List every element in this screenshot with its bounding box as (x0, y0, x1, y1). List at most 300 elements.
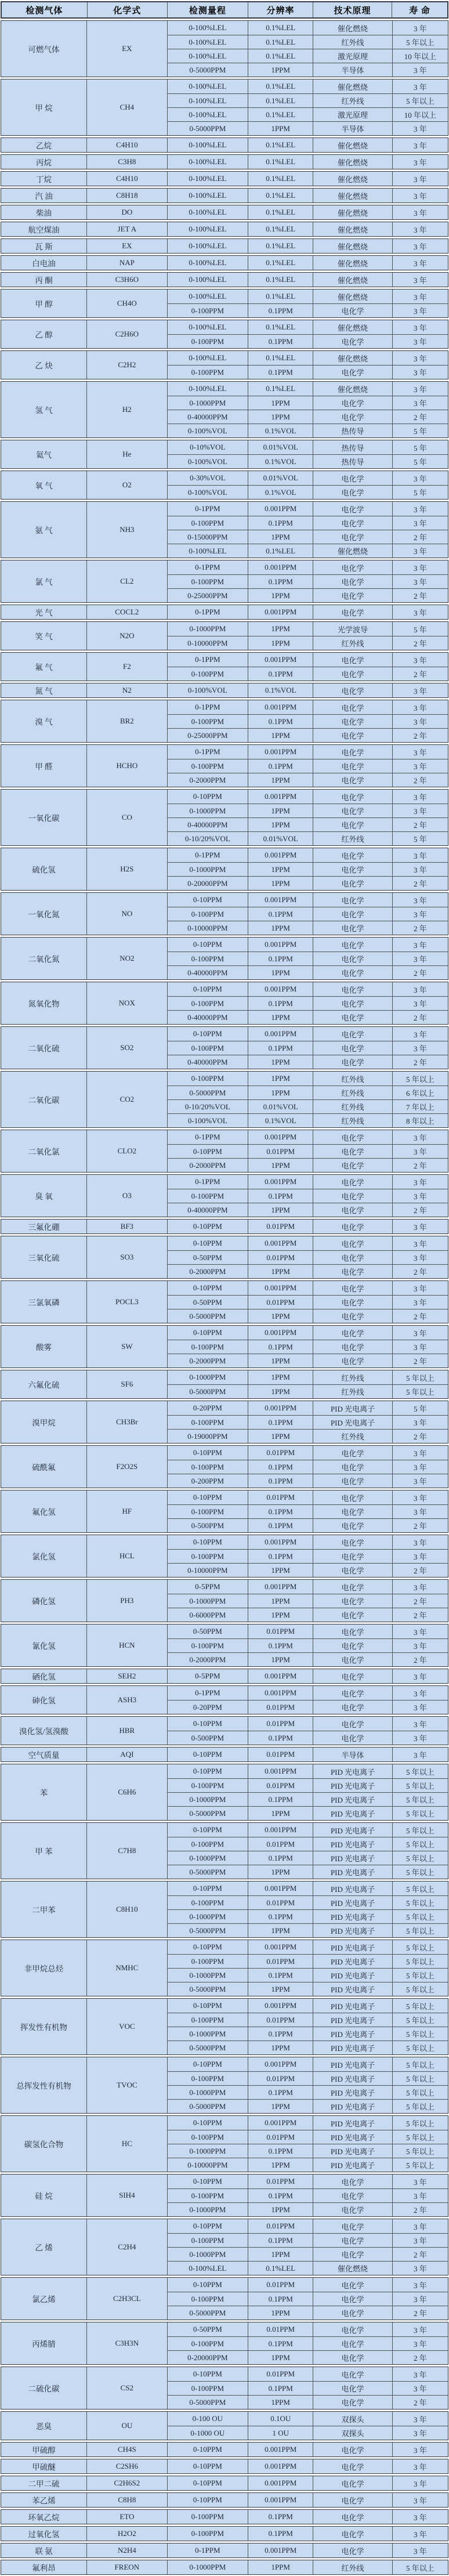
range-cell: 0-10PPM (167, 2443, 248, 2456)
resolution-cell: 0.001PPM (248, 2443, 313, 2456)
formula-cell: C3H3N (86, 2322, 167, 2364)
range-cell: 0-10PPM (167, 1764, 248, 1778)
lifespan-cell: 5 年以上 (392, 1865, 448, 1879)
principle-cell: PID 光电离子 (313, 1909, 392, 1923)
gas-name-cell: 硒化氢 (32, 1673, 56, 1681)
range-cell: 0-100%LEL (167, 544, 248, 558)
range-cell: 0-40000PPM (167, 965, 248, 979)
resolution-cell: 0.001PPM (248, 1764, 313, 1778)
principle-cell: 催化燃烧 (313, 351, 392, 365)
formula-cell: C8H10 (86, 1882, 167, 1937)
resolution-cell: 0.1%LEL (248, 79, 313, 93)
lifespan-cell: 5 年以上 (392, 2085, 448, 2099)
formula-cell: C2H6O (86, 320, 167, 348)
principle-cell: 电化学 (313, 1144, 392, 1158)
gas-group (1, 1747, 448, 1762)
lifespan-cell: 3 年 (392, 2233, 448, 2247)
resolution-cell: 0.001PPM (248, 1401, 313, 1415)
resolution-cell: 1PPM (248, 804, 313, 817)
principle-cell: 电化学 (313, 2292, 392, 2306)
resolution-cell: 1PPM (248, 622, 313, 636)
range-cell: 0-10PPM (167, 1144, 248, 1158)
lifespan-cell: 3 年 (392, 1549, 448, 1563)
resolution-cell: 0.1PPM (248, 2510, 313, 2524)
lifespan-cell: 3 年 (392, 1460, 448, 1474)
formula-cell: F2O2S (86, 1446, 167, 1488)
formula-cell: HCHO (86, 745, 167, 787)
range-cell: 0-10PPM (167, 1748, 248, 1761)
range-cell: 0-10000PPM (167, 1563, 248, 1577)
formula-cell: C4H10 (86, 138, 167, 152)
range-cell: 0-100PPM (167, 2013, 248, 2027)
formula-cell: COCL2 (86, 605, 167, 619)
range-cell: 0-5PPM (167, 1580, 248, 1594)
principle-cell: 电化学 (313, 1295, 392, 1309)
resolution-cell: 0.1PPM (248, 1189, 313, 1203)
lifespan-cell: 2 年 (392, 1010, 448, 1024)
column-header-range: 检测量程 (167, 2, 248, 17)
formula-cell: CLO2 (86, 1130, 167, 1172)
range-cell: 0-500PPM (167, 1518, 248, 1532)
range-cell: 0-100PPM (167, 714, 248, 728)
lifespan-cell: 5 年 (392, 1401, 448, 1415)
resolution-cell: 1PPM (248, 2040, 313, 2054)
gas-group (1, 848, 448, 891)
gas-group (1, 1716, 448, 1745)
range-cell: 0-10PPM (167, 790, 248, 804)
principle-cell: 电化学 (313, 1130, 392, 1144)
resolution-cell: 0.1PPM (248, 2233, 313, 2247)
lifespan-cell: 5 年 (392, 424, 448, 437)
principle-cell: PID 光电离子 (313, 1882, 392, 1895)
range-cell: 0-20000PPM (167, 2350, 248, 2364)
formula-cell: CH3Br (86, 1401, 167, 1443)
gas-group (1, 652, 448, 681)
principle-cell: 电化学 (313, 1220, 392, 1233)
resolution-cell: 0.001PPM (248, 1535, 313, 1549)
principle-cell: 电化学 (313, 817, 392, 831)
principle-cell: 电化学 (313, 334, 392, 348)
lifespan-cell: 5 年以上 (392, 2116, 448, 2130)
resolution-cell: 1PPM (248, 2247, 313, 2261)
principle-cell: 催化燃烧 (313, 320, 392, 334)
resolution-cell: 0.1%LEL (248, 382, 313, 396)
principle-cell: 电化学 (313, 700, 392, 714)
resolution-cell: 0.01%VOL (248, 831, 313, 845)
column-header-resolution: 分辨率 (248, 2, 313, 17)
lifespan-cell: 2 年 (392, 1608, 448, 1622)
lifespan-cell: 2 年 (392, 1264, 448, 1278)
lifespan-cell: 3 年 (392, 2493, 448, 2507)
lifespan-cell: 3 年 (392, 256, 448, 270)
lifespan-cell: 3 年 (392, 2322, 448, 2336)
gas-name-cell: 氰化氢 (32, 1642, 56, 1651)
table-header-row (1, 1, 448, 19)
range-cell: 0-100PPM (167, 2292, 248, 2306)
resolution-cell: 0.01PPM (248, 1895, 313, 1909)
resolution-cell: 1PPM (248, 1086, 313, 1099)
gas-name-cell: 碳氢化合物 (24, 2140, 64, 2149)
resolution-cell: 1PPM (248, 1865, 313, 1879)
range-cell: 0-100%LEL (167, 49, 248, 63)
lifespan-cell: 3 年 (392, 1446, 448, 1460)
resolution-cell: 0.1PPM (248, 1340, 313, 1354)
range-cell: 0-1PPM (167, 745, 248, 759)
gas-name-cell: 一氧化氮 (28, 910, 60, 919)
resolution-cell: 0.1%LEL (248, 107, 313, 121)
lifespan-cell: 2 年 (392, 817, 448, 831)
gas-group (1, 1130, 448, 1173)
range-cell: 0-5000PPM (167, 2099, 248, 2113)
range-cell: 0-25000PPM (167, 588, 248, 602)
gas-name-cell: 氟化氢 (32, 1508, 56, 1517)
range-cell: 0-1000PPM (167, 396, 248, 410)
resolution-cell: 0.001PPM (248, 1940, 313, 1954)
gas-group (1, 1280, 448, 1323)
resolution-cell: 0.001PPM (248, 1669, 313, 1683)
principle-cell: 电化学 (313, 938, 392, 951)
gas-name-cell: 环氧乙烷 (28, 2513, 60, 2522)
resolution-cell: 0.01PPM (248, 1748, 313, 1761)
gas-group (1, 892, 448, 935)
resolution-cell: 0.1PPM (248, 907, 313, 921)
gas-group (1, 255, 448, 270)
principle-cell: 电化学 (313, 1652, 392, 1666)
lifespan-cell: 3 年 (392, 2510, 448, 2524)
gas-group (1, 222, 448, 237)
table-body (1, 20, 448, 2575)
gas-name-cell: 丁烷 (36, 175, 52, 184)
lifespan-cell: 5 年以上 (392, 1982, 448, 1996)
gas-group (1, 2174, 448, 2217)
resolution-cell: 0.1%LEL (248, 239, 313, 253)
lifespan-cell: 3 年 (392, 2278, 448, 2292)
principle-cell: 电化学 (313, 1446, 392, 1460)
principle-cell: 电化学 (313, 1010, 392, 1024)
principle-cell: 催化燃烧 (313, 172, 392, 186)
resolution-cell: 0.01%VOL (248, 471, 313, 485)
lifespan-cell: 3 年 (392, 1700, 448, 1714)
lifespan-cell: 3 年 (392, 1504, 448, 1518)
principle-cell: 电化学 (313, 1638, 392, 1652)
resolution-cell: 0.1PPM (248, 1549, 313, 1563)
gas-group (1, 683, 448, 698)
principle-cell: 电化学 (313, 1027, 392, 1041)
lifespan-cell: 3 年 (392, 79, 448, 93)
principle-cell: 电化学 (313, 653, 392, 667)
gas-group (1, 20, 448, 77)
principle-cell: 电化学 (313, 2381, 392, 2395)
resolution-cell: 1PPM (248, 396, 313, 410)
resolution-cell: 0.001PPM (248, 560, 313, 574)
gas-name-cell: 氟 气 (35, 663, 53, 672)
resolution-cell: 0.001PPM (248, 1130, 313, 1144)
resolution-cell: 0.01PPM (248, 1446, 313, 1460)
gas-name-cell: 三氧化硫 (28, 1254, 60, 1262)
lifespan-cell: 5 年以上 (392, 93, 448, 107)
lifespan-cell: 3 年 (392, 2412, 448, 2426)
lifespan-cell: 3 年 (392, 2426, 448, 2440)
range-cell: 0-100PPM (167, 2510, 248, 2524)
range-cell: 0-100%LEL (167, 93, 248, 107)
formula-cell: CO (86, 790, 167, 845)
resolution-cell: 0.001PPM (248, 1580, 313, 1594)
principle-cell: PID 光电离子 (313, 2099, 392, 2113)
formula-cell: HF (86, 1490, 167, 1532)
gas-group (1, 171, 448, 186)
resolution-cell: 1PPM (248, 63, 313, 77)
formula-cell: N2O (86, 622, 167, 650)
lifespan-cell: 3 年 (392, 893, 448, 907)
resolution-cell: 0.1%VOL (248, 454, 313, 468)
gas-group (1, 1370, 448, 1399)
gas-name-cell: 苯乙烯 (32, 2497, 56, 2505)
principle-cell: PID 光电离子 (313, 2085, 392, 2099)
principle-cell: PID 光电离子 (313, 2040, 392, 2054)
lifespan-cell: 3 年 (392, 2459, 448, 2473)
principle-cell: 电化学 (313, 1236, 392, 1250)
range-cell: 0-100%VOL (167, 1113, 248, 1127)
lifespan-cell: 3 年 (392, 290, 448, 303)
formula-cell: SF6 (86, 1370, 167, 1398)
formula-cell: NO (86, 893, 167, 935)
range-cell: 0-100%LEL (167, 351, 248, 365)
gas-name-cell: 挥发性有机物 (20, 2023, 68, 2032)
formula-cell: C7H8 (86, 1823, 167, 1879)
gas-group (1, 2509, 448, 2524)
lifespan-cell: 5 年以上 (392, 1940, 448, 1954)
resolution-cell: 1PPM (248, 530, 313, 544)
resolution-cell: 0.1%LEL (248, 93, 313, 107)
principle-cell: 红外线 (313, 1086, 392, 1099)
principle-cell: 双探头 (313, 2426, 392, 2440)
principle-cell: 电化学 (313, 1686, 392, 1700)
lifespan-cell: 3 年 (392, 382, 448, 396)
range-cell: 0-100PPM (167, 1778, 248, 1792)
gas-group (1, 2367, 448, 2409)
range-cell: 0-100PPM (167, 1189, 248, 1203)
principle-cell: PID 光电离子 (313, 1982, 392, 1996)
range-cell: 0-1PPM (167, 1130, 248, 1144)
principle-cell: 电化学 (313, 1354, 392, 1367)
principle-cell: PID 光电离子 (313, 1837, 392, 1851)
gas-group (1, 289, 448, 318)
gas-group (1, 471, 448, 500)
gas-group (1, 138, 448, 153)
formula-cell: NOX (86, 982, 167, 1024)
formula-cell: SO3 (86, 1236, 167, 1278)
range-cell: 0-10PPM (167, 982, 248, 996)
range-cell: 0-1PPM (167, 653, 248, 667)
range-cell: 0-100%VOL (167, 485, 248, 499)
lifespan-cell: 2 年 (392, 1203, 448, 1217)
gas-group (1, 1026, 448, 1069)
principle-cell: 红外线 (313, 1099, 392, 1113)
lifespan-cell: 3 年 (392, 2219, 448, 2233)
resolution-cell: 0.1PPM (248, 2381, 313, 2395)
principle-cell: 电化学 (313, 2350, 392, 2364)
gas-group (1, 79, 448, 136)
range-cell: 0-2000PPM (167, 1354, 248, 1367)
gas-group (1, 501, 448, 558)
lifespan-cell: 3 年 (392, 1250, 448, 1264)
gas-name-cell: 柴油 (36, 209, 52, 218)
resolution-cell: 1PPM (248, 410, 313, 424)
lifespan-cell: 3 年 (392, 714, 448, 728)
range-cell: 0-6000PPM (167, 1608, 248, 1622)
gas-name-cell: 二硫化碳 (28, 2385, 60, 2393)
formula-cell: F2 (86, 653, 167, 681)
principle-cell: 电化学 (313, 2510, 392, 2524)
range-cell: 0-10PPM (167, 2493, 248, 2507)
formula-cell: AQI (86, 1748, 167, 1761)
formula-cell: SEH2 (86, 1669, 167, 1683)
gas-name-cell: 乙 炔 (35, 361, 53, 370)
principle-cell: PID 光电离子 (313, 1778, 392, 1792)
resolution-cell: 0.1%LEL (248, 155, 313, 169)
formula-cell: NAP (86, 256, 167, 270)
resolution-cell: 0.001PPM (248, 653, 313, 667)
lifespan-cell: 2 年 (392, 667, 448, 681)
lifespan-cell: 3 年 (392, 2527, 448, 2541)
resolution-cell: 0.001PPM (248, 2476, 313, 2490)
gas-name-cell: 汽 油 (35, 192, 53, 201)
resolution-cell: 0.1PPM (248, 2527, 313, 2541)
resolution-cell: 0.1%LEL (248, 49, 313, 63)
gas-name-cell: 二氧化氯 (28, 1148, 60, 1156)
range-cell: 0-19000PPM (167, 1429, 248, 1443)
resolution-cell: 0.001PPM (248, 1027, 313, 1041)
principle-cell: 热传导 (313, 424, 392, 437)
resolution-cell: 0.1PPM (248, 2188, 313, 2202)
resolution-cell: 0.001PPM (248, 2493, 313, 2507)
range-cell: 0-10PPM (167, 2367, 248, 2381)
lifespan-cell: 5 年以上 (392, 1072, 448, 1086)
gas-name-cell: 氮氧化物 (28, 1000, 60, 1008)
principle-cell: 电化学 (313, 1731, 392, 1745)
resolution-cell: 0.1PPM (248, 303, 313, 317)
gas-group (1, 1071, 448, 1128)
principle-cell: 电化学 (313, 2476, 392, 2490)
resolution-cell: 1PPM (248, 1652, 313, 1666)
principle-cell: PID 光电离子 (313, 1851, 392, 1865)
principle-cell: 催化燃烧 (313, 2261, 392, 2275)
principle-cell: 电化学 (313, 2395, 392, 2409)
range-cell: 0-100%LEL (167, 79, 248, 93)
resolution-cell: 0.1PPM (248, 951, 313, 965)
gas-name-cell: 二甲二硫 (28, 2480, 60, 2488)
formula-cell: N2H4 (86, 2544, 167, 2557)
principle-cell: PID 光电离子 (313, 1954, 392, 1968)
gas-name-cell: 甲硫醚 (32, 2463, 56, 2472)
gas-name-cell: 乙 烯 (35, 2244, 53, 2252)
gas-group (1, 188, 448, 203)
range-cell: 0-1PPM (167, 848, 248, 862)
resolution-cell: 0.001PPM (248, 2544, 313, 2557)
range-cell: 0-100PPM (167, 951, 248, 965)
gas-group (1, 1445, 448, 1488)
principle-cell: 激光原理 (313, 49, 392, 63)
principle-cell: 电化学 (313, 2175, 392, 2188)
principle-cell: PID 光电离子 (313, 1923, 392, 1937)
resolution-cell: 0.01%VOL (248, 440, 313, 454)
range-cell: 0-5000PPM (167, 2395, 248, 2409)
range-cell: 0-1000PPM (167, 2027, 248, 2040)
lifespan-cell: 3 年 (392, 804, 448, 817)
resolution-cell: 1PPM (248, 2306, 313, 2320)
gas-group (1, 1325, 448, 1368)
principle-cell: 红外线 (313, 2560, 392, 2574)
gas-name-cell: 一氧化碳 (28, 814, 60, 823)
range-cell: 0-10PPM (167, 1823, 248, 1837)
resolution-cell: 1PPM (248, 1594, 313, 1608)
formula-cell: C2H4 (86, 2219, 167, 2275)
range-cell: 0-10/20%VOL (167, 1099, 248, 1113)
resolution-cell: 0.01PPM (248, 1700, 313, 1714)
principle-cell: 电化学 (313, 1608, 392, 1622)
formula-cell: C6H6 (86, 1764, 167, 1820)
lifespan-cell: 5 年 (392, 440, 448, 454)
principle-cell: 电化学 (313, 848, 392, 862)
principle-cell: 电化学 (313, 2443, 392, 2456)
resolution-cell: 0.001PPM (248, 2116, 313, 2130)
lifespan-cell: 3 年 (392, 790, 448, 804)
formula-cell: CH4 (86, 79, 167, 135)
principle-cell: 电化学 (313, 560, 392, 574)
resolution-cell: 0.01PPM (248, 2130, 313, 2144)
resolution-cell: 0.01PPM (248, 1837, 313, 1851)
range-cell: 0-50PPM (167, 1250, 248, 1264)
range-cell: 0-100PPM (167, 2336, 248, 2350)
resolution-cell: 0.001PPM (248, 1882, 313, 1895)
range-cell: 0-100 OU (167, 2412, 248, 2426)
gas-group (1, 2560, 448, 2575)
range-cell: 0-100PPM (167, 574, 248, 588)
lifespan-cell: 3 年 (392, 334, 448, 348)
resolution-cell: 1PPM (248, 728, 313, 742)
range-cell: 0-100PPM (167, 1041, 248, 1055)
resolution-cell: 0.1%LEL (248, 2261, 313, 2275)
lifespan-cell: 2 年 (392, 773, 448, 787)
principle-cell: 电化学 (313, 1504, 392, 1518)
resolution-cell: 0.1PPM (248, 1415, 313, 1429)
principle-cell: 电化学 (313, 1460, 392, 1474)
principle-cell: 电化学 (313, 530, 392, 544)
gas-name-cell: 六氟化硫 (28, 1381, 60, 1390)
gas-group (1, 1669, 448, 1684)
lifespan-cell: 5 年以上 (392, 2158, 448, 2172)
resolution-cell: 0.1PPM (248, 1792, 313, 1806)
lifespan-cell: 3 年 (392, 172, 448, 186)
principle-cell: 电化学 (313, 1717, 392, 1731)
resolution-cell: 0.1%VOL (248, 424, 313, 437)
principle-cell: 电化学 (313, 2367, 392, 2381)
range-cell: 0-100%LEL (167, 2261, 248, 2275)
gas-group (1, 744, 448, 787)
resolution-cell: 0.01%VOL (248, 1099, 313, 1113)
principle-cell: 电化学 (313, 605, 392, 619)
principle-cell: 催化燃烧 (313, 155, 392, 169)
gas-name-cell: 三氯氧磷 (28, 1298, 60, 1307)
principle-cell: 双探头 (313, 2412, 392, 2426)
resolution-cell: 0.1%VOL (248, 1113, 313, 1127)
resolution-cell: 0.01PPM (248, 1295, 313, 1309)
formula-cell: HCL (86, 1535, 167, 1577)
principle-cell: 电化学 (313, 759, 392, 773)
range-cell: 0-100PPM (167, 759, 248, 773)
formula-cell: CS2 (86, 2367, 167, 2409)
principle-cell: 电化学 (313, 2219, 392, 2233)
